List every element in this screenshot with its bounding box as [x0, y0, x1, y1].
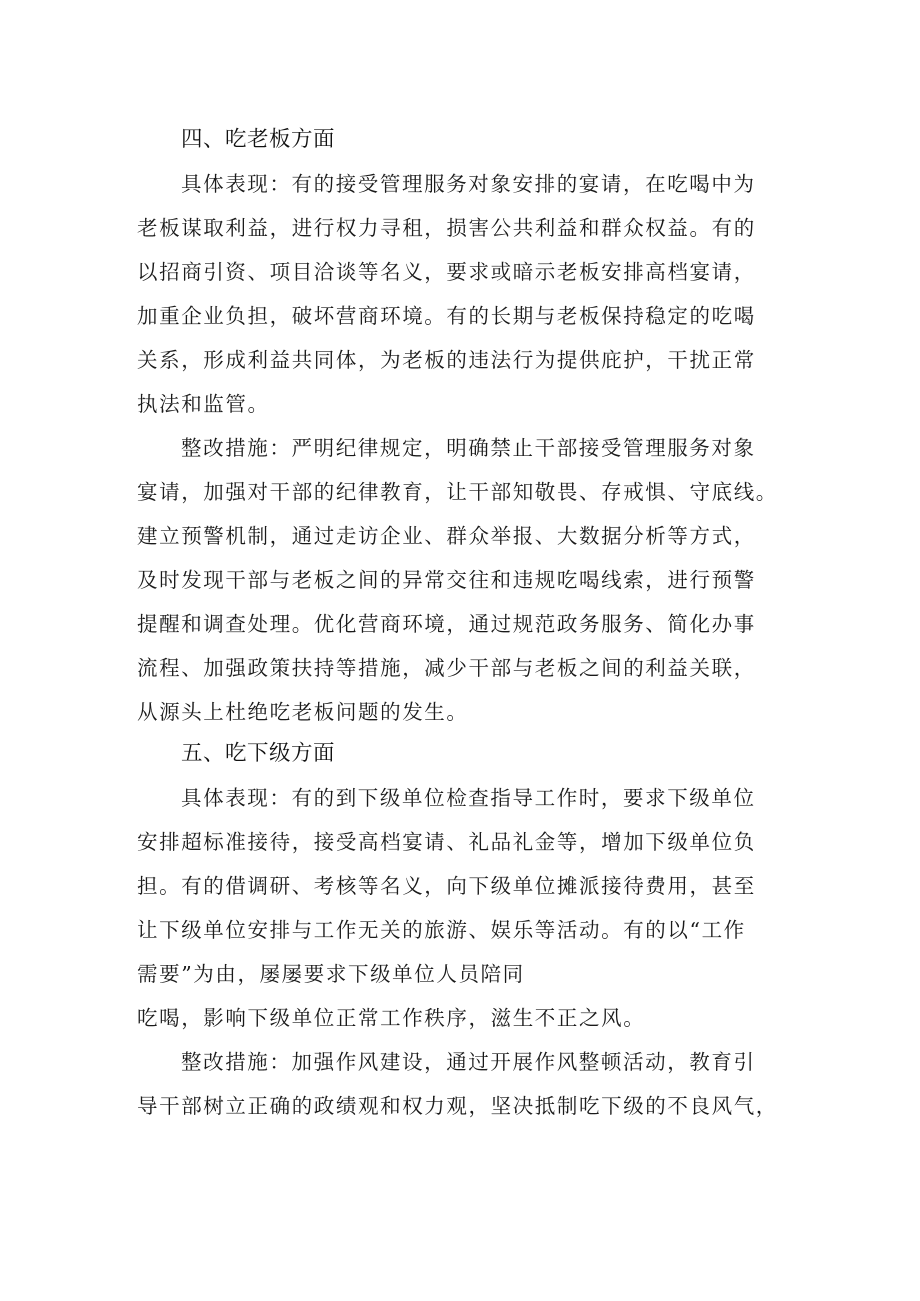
- section-4-symptoms-line-1: 具体表现：有的接受管理服务对象安排的宴请，在吃喝中为: [181, 172, 756, 196]
- section-4-symptoms-line-2: 老板谋取利益，进行权力寻租，损害公共利益和群众权益。有的: [137, 216, 756, 240]
- section-4-symptoms-line-3: 以招商引资、项目洽谈等名义，要求或暗示老板安排高档宴请，: [137, 260, 756, 284]
- section-4-measures-line-3: 建立预警机制，通过走访企业、群众举报、大数据分析等方式，: [137, 524, 756, 548]
- section-4-measures-line-5: 提醒和调查处理。优化营商环境，通过规范政务服务、简化办事: [137, 612, 756, 636]
- section-5-heading: 五、吃下级方面: [181, 741, 336, 766]
- section-5-symptoms-line-4: 让下级单位安排与工作无关的旅游、娱乐等活动。有的以“工作: [137, 918, 746, 942]
- section-5-symptoms-line-3: 担。有的借调研、考核等名义，向下级单位摊派接待费用，甚至: [137, 874, 756, 898]
- section-4-measures-line-1: 整改措施：严明纪律规定，明确禁止干部接受管理服务对象: [181, 436, 756, 460]
- section-5-symptoms-line-5: 需要”为由，屡屡要求下级单位人员陪同: [137, 962, 525, 986]
- section-5-symptoms-line-6: 吃喝，影响下级单位正常工作秩序，滋生不正之风。: [137, 1006, 646, 1030]
- section-4-symptoms-line-4: 加重企业负担，破坏营商环境。有的长期与老板保持稳定的吃喝: [137, 304, 756, 328]
- section-4-measures-line-6: 流程、加强政策扶持等措施，减少干部与老板之间的利益关联，: [137, 656, 756, 680]
- section-4-measures-line-7: 从源头上杜绝吃老板问题的发生。: [137, 700, 469, 724]
- section-4-measures-line-4: 及时发现干部与老板之间的异常交往和违规吃喝线索，进行预警: [137, 568, 756, 592]
- section-5-measures-line-2: 导干部树立正确的政绩观和权力观，坚决抵制吃下级的不良风气，: [137, 1094, 778, 1118]
- section-4-heading: 四、吃老板方面: [181, 127, 336, 152]
- section-5-measures-line-1: 整改措施：加强作风建设，通过开展作风整顿活动，教育引: [181, 1050, 756, 1074]
- section-4-symptoms-line-6: 执法和监管。: [137, 392, 270, 416]
- section-5-symptoms-line-1: 具体表现：有的到下级单位检查指导工作时，要求下级单位: [181, 786, 756, 810]
- section-4-measures-line-2: 宴请，加强对干部的纪律教育，让干部知敬畏、存戒惧、守底线。: [137, 480, 778, 504]
- section-4-symptoms-line-5: 关系，形成利益共同体，为老板的违法行为提供庇护，干扰正常: [137, 348, 756, 372]
- section-5-symptoms-line-2: 安排超标准接待，接受高档宴请、礼品礼金等，增加下级单位负: [137, 830, 756, 854]
